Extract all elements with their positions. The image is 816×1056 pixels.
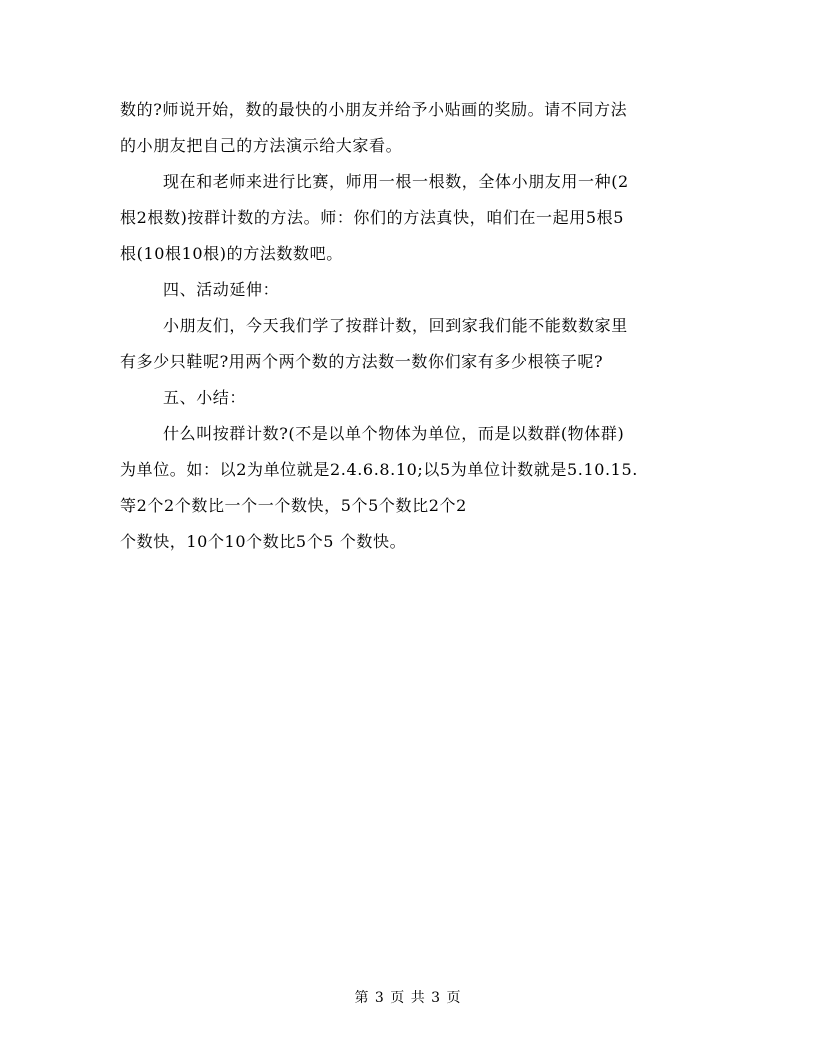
paragraph-line: 的小朋友把自己的方法演示给大家看。 — [120, 136, 403, 155]
paragraph-line: 个数快，10个10个数比5个5 个数快。 — [120, 532, 407, 551]
section-heading: 四、活动延伸： — [163, 280, 280, 299]
paragraph-line: 等2个2个数比一个一个数快，5个5个数比2个2 — [120, 496, 467, 515]
paragraph-line: 为单位。如：以2为单位就是2.4.6.8.10;以5为单位计数就是5.10.15. — [120, 460, 638, 479]
section-heading: 五、小结： — [163, 388, 247, 407]
page-number-footer: 第 3 页 共 3 页 — [354, 990, 462, 1006]
paragraph-line: 小朋友们，今天我们学了按群计数，回到家我们能不能数数家里 — [163, 316, 628, 335]
paragraph-line: 根2根数)按群计数的方法。师：你们的方法真快，咱们在一起用5根5 — [120, 208, 624, 227]
document-body — [120, 92, 700, 560]
paragraph-line: 现在和老师来进行比赛，师用一根一根数，全体小朋友用一种(2 — [163, 172, 629, 191]
paragraph-line: 什么叫按群计数?(不是以单个物体为单位，而是以数群(物体群) — [163, 424, 625, 443]
paragraph-line: 有多少只鞋呢?用两个两个数的方法数一数你们家有多少根筷子呢? — [120, 352, 604, 371]
paragraph-line: 根(10根10根)的方法数数吧。 — [120, 244, 343, 263]
paragraph-line: 数的?师说开始，数的最快的小朋友并给予小贴画的奖励。请不同方法 — [120, 100, 628, 119]
